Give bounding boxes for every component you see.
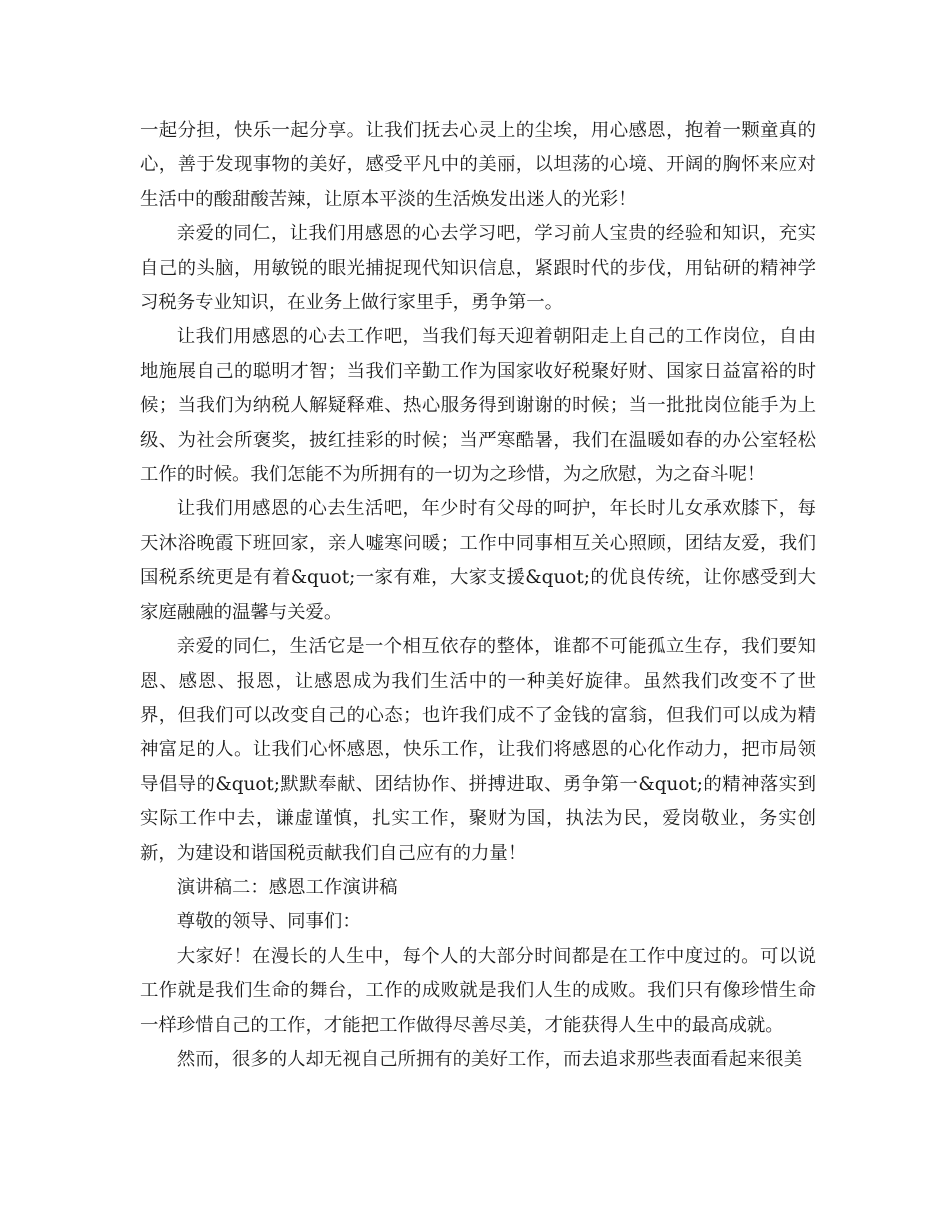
paragraph-6: 大家好！在漫长的人生中，每个人的大部分时间都是在工作中度过的。可以说工作就是我们生命的舞台，工作的成败就是我们人生的成败。我们只有像珍惜生命一样珍惜自己的工作，才能把工作做得尽善尽美，才能获得人生中的最高成就。 [140, 945, 816, 1036]
paragraph-4: 让我们用感恩的心去生活吧，年少时有父母的呵护，年长时儿女承欢膝下，每天沐浴晚霞下班回家，亲人嘘寒问暖；工作中同事相互关心照顾，团结友爱，我们国税系统更是有着&quot;一家有难，大家支援&quot;的优良传统，让你感受到大家庭融融的温馨与关爱。 [140, 498, 816, 623]
paragraph-2: 亲爱的同仁，让我们用感恩的心去学习吧，学习前人宝贵的经验和知识，充实自己的头脑，用敏锐的眼光捕捉现代知识信息，紧跟时代的步伐，用钻研的精神学习税务专业知识，在业务上做行家里手，勇争第一。 [140, 223, 816, 314]
paragraph-3: 让我们用感恩的心去工作吧，当我们每天迎着朝阳走上自己的工作岗位，自由地施展自己的聪明才智；当我们辛勤工作为国家收好税聚好财、国家日益富裕的时候；当我们为纳税人解疑释难、热心服务得到谢谢的时候；当一批批岗位能手为上级、为社会所褒奖，披红挂彩的时候；当严寒酷暑，我们在温暖如春的办公室轻松工作的时候。我们怎能不为所拥有的一切为之珍惜，为之欣慰，为之奋斗呢！ [140, 326, 816, 486]
paragraph-5: 亲爱的同仁，生活它是一个相互依存的整体，谁都不可能孤立生存，我们要知恩、感恩、报恩，让感恩成为我们生活中的一种美好旋律。虽然我们改变不了世界，但我们可以改变自己的心态；也许我们成不了金钱的富翁，但我们可以成为精神富足的人。让我们心怀感恩，快乐工作，让我们将感恩的心化作动力，把市局领导倡导的&quot;默默奉献、团结协作、拼搏进取、勇争第一&quot;的精神落实到实际工作中去，谦虚谨慎，扎实工作，聚财为国，执法为民，爱岗敬业，务实创新，为建设和谐国税贡献我们自己应有的力量！ [140, 636, 816, 864]
salutation: 尊敬的领导、同事们： [176, 911, 361, 933]
paragraph-7: 然而，很多的人却无视自己所拥有的美好工作，而去追求那些表面看起来很美 [176, 1048, 803, 1070]
document-body [140, 114, 816, 1077]
section-title: 演讲稿二：感恩工作演讲稿 [176, 876, 398, 898]
paragraph-1: 一起分担，快乐一起分享。让我们抚去心灵上的尘埃，用心感恩，抱着一颗童真的心，善于发现事物的美好，感受平凡中的美丽，以坦荡的心境、开阔的胸怀来应对生活中的酸甜酸苦辣，让原本平淡的生活焕发出迷人的光彩！ [140, 120, 816, 210]
